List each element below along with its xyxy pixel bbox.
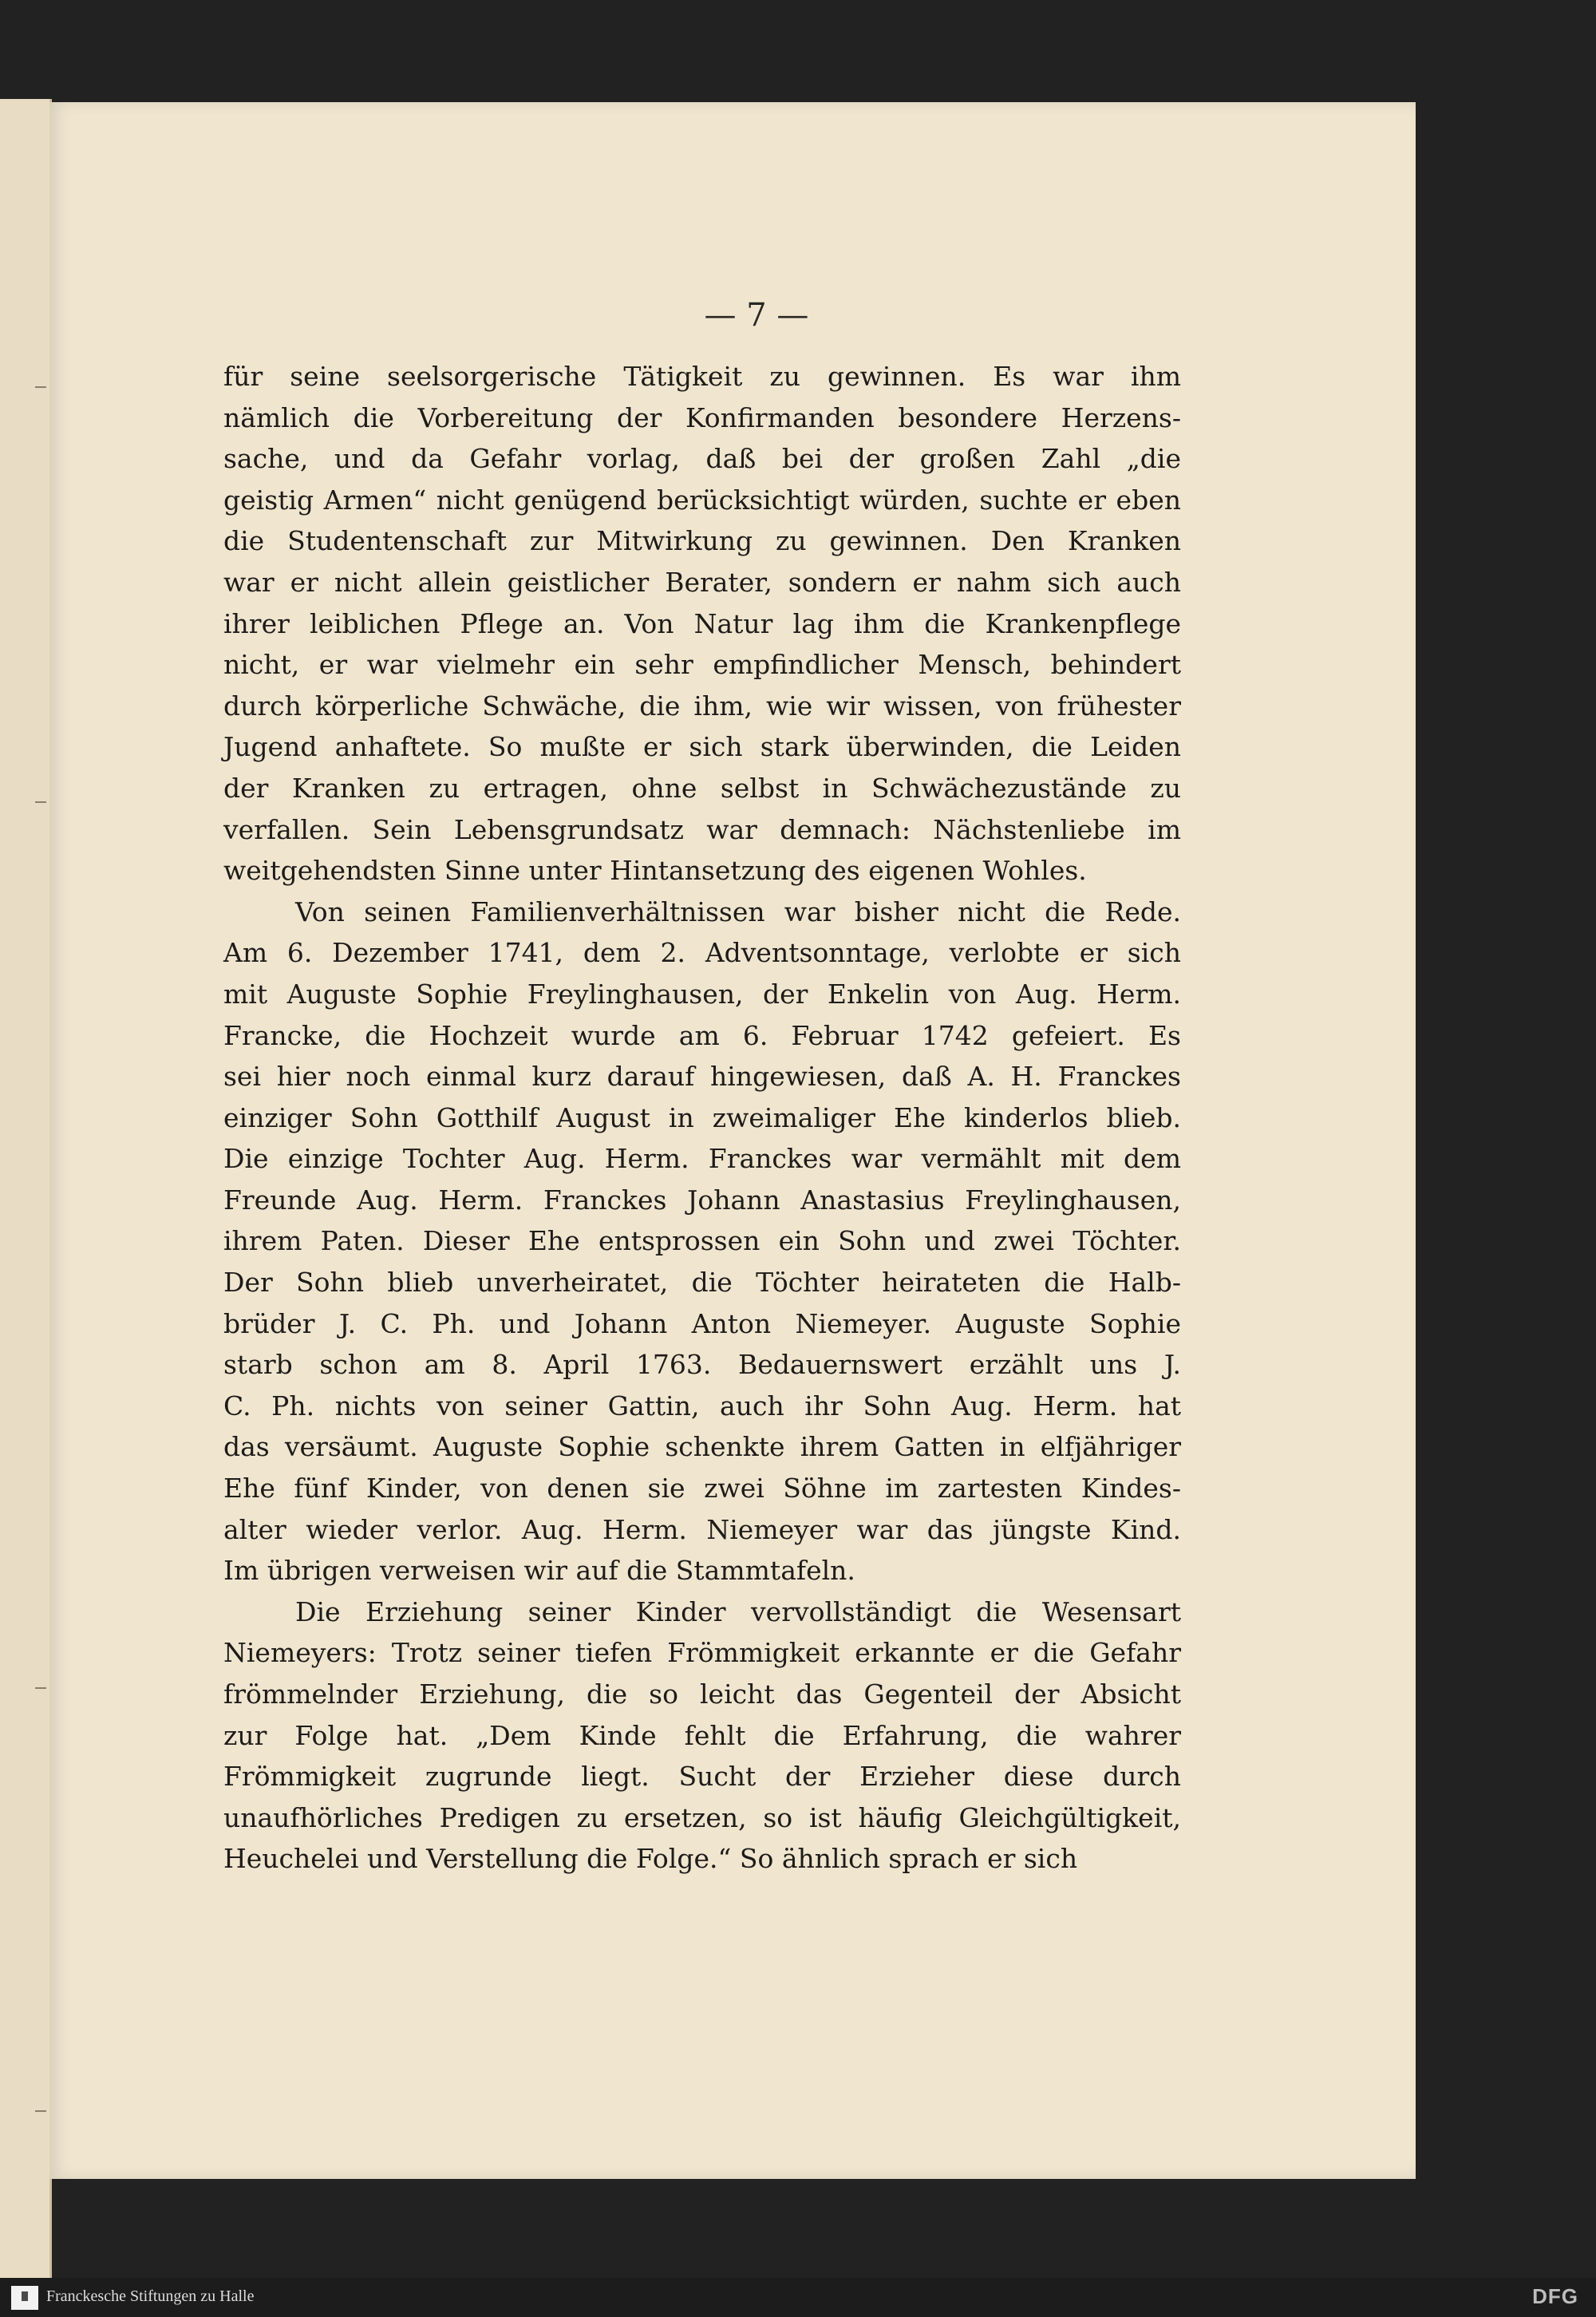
text-line: Niemeyers: Trotz seiner tiefen Frömmigkeit erkannte er die Gefahr <box>223 1637 1181 1669</box>
binding-stitch <box>35 1687 46 1689</box>
text-line: alter wieder verlor. Aug. Herm. Niemeyer war das jüngste Kind. <box>223 1513 1181 1545</box>
binding-stitch <box>35 801 46 803</box>
text-line: Freunde Aug. Herm. Franckes Johann Anastasius Freylinghausen, <box>223 1184 1181 1216</box>
text-line: frömmelnder Erziehung, die so leicht das Gegenteil der Absicht <box>223 1678 1181 1710</box>
text-line: nämlich die Vorbereitung der Konfirmanden besondere Herzens- <box>223 401 1181 433</box>
footer-bar <box>0 2278 1596 2317</box>
institution-logo <box>11 2286 38 2310</box>
text-line: sache, und da Gefahr vorlag, daß bei der großen Zahl „die <box>223 443 1181 475</box>
text-line: mit Auguste Sophie Freylinghausen, der Enkelin von Aug. Herm. <box>223 978 1181 1010</box>
text-line: einziger Sohn Gotthilf August in zweimaliger Ehe kinderlos blieb. <box>223 1101 1181 1133</box>
text-line: Frömmigkeit zugrunde liegt. Sucht der Erzieher diese durch <box>223 1761 1181 1793</box>
text-line: nicht, er war vielmehr ein sehr empfindlicher Mensch, behindert <box>223 649 1181 681</box>
text-line: verfallen. Sein Lebensgrundsatz war demnach: Nächstenliebe im <box>223 813 1181 845</box>
text-line: Jugend anhaftete. So mußte er sich stark überwinden, die Leiden <box>223 731 1181 763</box>
text-line: Der Sohn blieb unverheiratet, die Töchter heirateten die Halb- <box>223 1267 1181 1299</box>
text-line: Francke, die Hochzeit wurde am 6. Februar 1742 gefeiert. Es <box>223 1019 1181 1051</box>
text-line: C. Ph. nichts von seiner Gattin, auch ihr Sohn Aug. Herm. hat <box>223 1390 1181 1421</box>
text-line: geistig Armen“ nicht genügend berücksichtigt würden, suchte er eben <box>223 484 1181 516</box>
text-line: das versäumt. Auguste Sophie schenkte ihrem Gatten in elfjähriger <box>223 1431 1181 1463</box>
body-text <box>223 356 1181 1880</box>
text-line: Die einzige Tochter Aug. Herm. Franckes war vermählt mit dem <box>223 1143 1181 1175</box>
text-line: sei hier noch einmal kurz darauf hingewiesen, daß A. H. Franckes <box>223 1061 1181 1093</box>
book-page <box>49 102 1416 2179</box>
text-line: war er nicht allein geistlicher Berater, sondern er nahm sich auch <box>223 566 1181 598</box>
page-number: — 7 — <box>704 297 809 334</box>
left-facing-page-edge <box>0 99 52 2278</box>
dfg-badge: DFG <box>1532 2284 1578 2308</box>
text-line: ihrer leiblichen Pflege an. Von Natur lag ihm die Krankenpflege <box>223 607 1181 639</box>
text-line: Im übrigen verweisen wir auf die Stammtafeln. <box>223 1555 855 1587</box>
text-line: Von seinen Familienverhältnissen war bisher nicht die Rede. <box>295 896 1181 927</box>
text-line: durch körperliche Schwäche, die ihm, wie wir wissen, von frühester <box>223 690 1181 722</box>
text-line: Am 6. Dezember 1741, dem 2. Adventsonntage, verlobte er sich <box>223 937 1181 969</box>
binding-stitch <box>35 386 46 388</box>
text-line: Heuchelei und Verstellung die Folge.“ So ähnlich sprach er sich <box>223 1843 1078 1875</box>
text-line: Ehe fünf Kinder, von denen sie zwei Söhne im zartesten Kindes- <box>223 1473 1181 1504</box>
text-line: die Studentenschaft zur Mitwirkung zu gewinnen. Den Kranken <box>223 525 1181 557</box>
text-line: der Kranken zu ertragen, ohne selbst in Schwächezustände zu <box>223 772 1181 804</box>
text-line: weitgehendsten Sinne unter Hintansetzung des eigenen Wohles. <box>223 855 1087 887</box>
text-line: ihrem Paten. Dieser Ehe entsprossen ein Sohn und zwei Töchter. <box>223 1225 1181 1257</box>
logo-mark <box>22 2291 28 2301</box>
text-line: unaufhörliches Predigen zu ersetzen, so ist häufig Gleichgültigkeit, <box>223 1801 1181 1833</box>
footer-institution-name: Franckesche Stiftungen zu Halle <box>46 2287 255 2305</box>
text-line: brüder J. C. Ph. und Johann Anton Niemeyer. Auguste Sophie <box>223 1307 1181 1339</box>
text-line: Die Erziehung seiner Kinder vervollständigt die Wesensart <box>295 1595 1181 1627</box>
text-line: für seine seelsorgerische Tätigkeit zu gewinnen. Es war ihm <box>223 361 1181 392</box>
text-line: starb schon am 8. April 1763. Bedauernswert erzählt uns J. <box>223 1349 1181 1381</box>
binding-stitch <box>35 2110 46 2112</box>
text-line: zur Folge hat. „Dem Kinde fehlt die Erfahrung, die wahrer <box>223 1719 1181 1751</box>
